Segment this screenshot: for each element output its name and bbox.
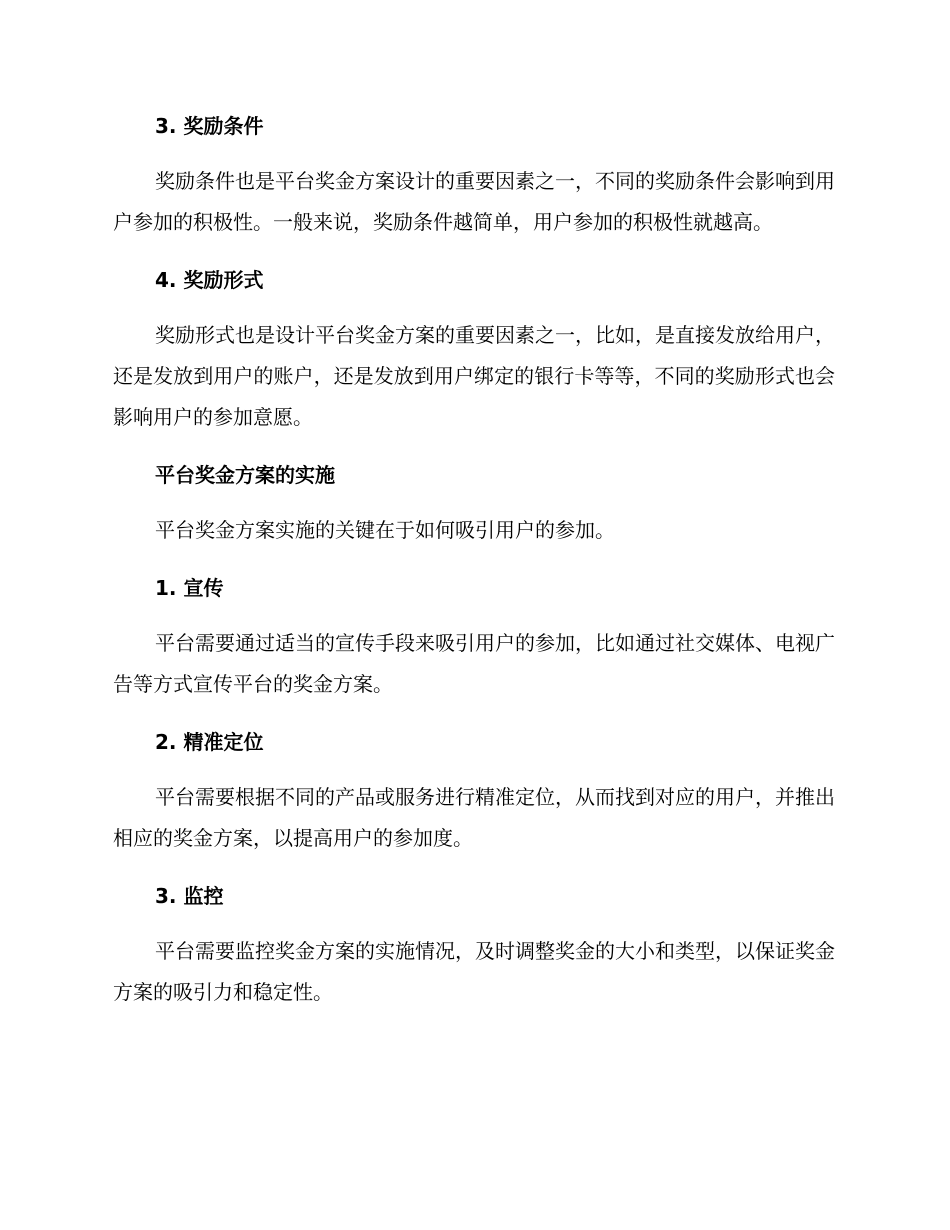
section-paragraph-reward-form: 奖励形式也是设计平台奖金方案的重要因素之一，比如，是直接发放给用户，还是发放到用户的账户，还是发放到用户绑定的银行卡等等，不同的奖励形式也会影响用户的参加意愿。: [113, 323, 835, 429]
section-heading-implementation: 平台奖金方案的实施: [155, 463, 335, 487]
section-paragraph-promotion: 平台需要通过适当的宣传手段来吸引用户的参加，比如通过社交媒体、电视广告等方式宣传平台的奖金方案。: [113, 631, 835, 696]
section-paragraph-targeting: 平台需要根据不同的产品或服务进行精准定位，从而找到对应的用户，并推出相应的奖金方案，以提高用户的参加度。: [113, 785, 835, 850]
section-paragraph-monitoring: 平台需要监控奖金方案的实施情况，及时调整奖金的大小和类型，以保证奖金方案的吸引力和稳定性。: [113, 939, 835, 1004]
section-heading-monitoring: 3. 监控: [155, 884, 224, 908]
document-body: [113, 106, 835, 1013]
section-paragraph-implementation: 平台奖金方案实施的关键在于如何吸引用户的参加。: [155, 518, 615, 542]
section-heading-reward-form: 4. 奖励形式: [155, 268, 264, 292]
section-heading-promotion: 1. 宣传: [155, 576, 224, 600]
section-heading-targeting: 2. 精准定位: [155, 730, 264, 754]
section-paragraph-reward-conditions: 奖励条件也是平台奖金方案设计的重要因素之一，不同的奖励条件会影响到用户参加的积极性。一般来说，奖励条件越简单，用户参加的积极性就越高。: [113, 169, 835, 234]
section-heading-reward-conditions: 3. 奖励条件: [155, 114, 264, 138]
